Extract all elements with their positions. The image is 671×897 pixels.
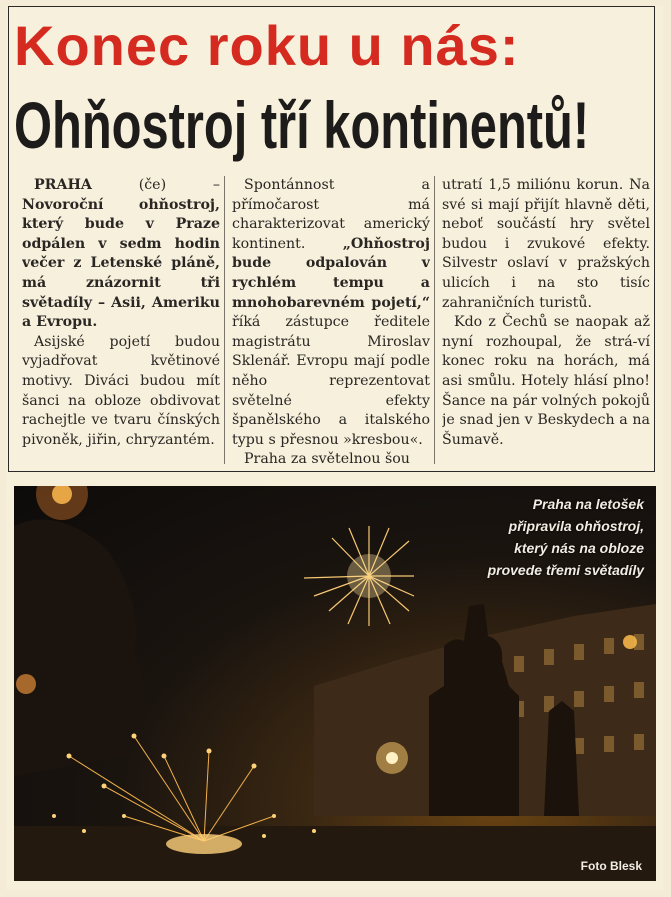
dateline: PRAHA <box>34 177 92 193</box>
fireworks-photo <box>14 486 656 881</box>
paragraph: Kdo z Čechů se naopak až nyní rozhoupal, že strá-ví konec roku na horách, má asi smůlu. Hotely hlásí plno! Šance na pár volných pokojů je snad jen v Beskydech a na Šumavě. <box>442 314 650 448</box>
lead-paragraph <box>22 176 220 333</box>
headline-line1: Konec roku u nás: <box>14 14 520 77</box>
tree-silhouette <box>14 519 147 776</box>
author-tag: (če) – <box>91 177 220 193</box>
column-divider <box>224 176 225 464</box>
caption-line: připravila ohňostroj, <box>508 518 644 534</box>
paragraph-text: Spontánnost a přímočarost má charakterizovat americký kontinent. <box>232 177 430 252</box>
photo-caption <box>404 493 644 581</box>
article-column-2 <box>232 176 430 468</box>
caption-line: provede třemi světadíly <box>487 562 644 578</box>
paragraph-text-end: říká zástupce ředitele magistrátu Miroslav Sklenář. Evropu mají podle něho reprezentovat světelné efekty španělského a italského typu s přesnou »kresbou«. <box>232 314 430 448</box>
lead-text: Novoroční ohňostroj, který bude v Praze odpálen v sedm hodin večer z Letenské pláně, má znázornit tři světadíly – Asii, Ameriku a Evropu. <box>22 196 220 331</box>
ground <box>14 826 656 881</box>
caption-line: který nás na obloze <box>514 540 644 556</box>
column-divider <box>434 176 435 464</box>
photo-credit: Foto Blesk <box>580 859 642 873</box>
headline-line2: Ohňostroj tří kontinentů! <box>14 88 590 162</box>
article-column-1 <box>22 176 220 468</box>
paragraph: Praha za světelnou šou <box>244 451 410 468</box>
lamp-light <box>16 674 36 694</box>
paragraph: Asijské pojetí budou vyjadřovat květinové motivy. Diváci budou mít šanci na obloze obdivovat rachejtle ve tvaru čínských pivoněk, jiřin, chryzantém. <box>22 333 220 448</box>
caption-line: Praha na letošek <box>532 496 644 512</box>
paragraph <box>232 176 430 450</box>
paragraph: utratí 1,5 miliónu korun. Na své si mají přijít hlavně děti, neboť součástí hry světel budou i zvukové efekty. Silvestr oslaví v pražských ulicích i na sto tisíc zahraničních turistů. <box>442 177 650 311</box>
quote-text: „Ohňostroj bude odpalován v rychlém tempu a mnohobarevném pojetí,“ <box>232 235 430 311</box>
article-column-3 <box>442 176 650 468</box>
